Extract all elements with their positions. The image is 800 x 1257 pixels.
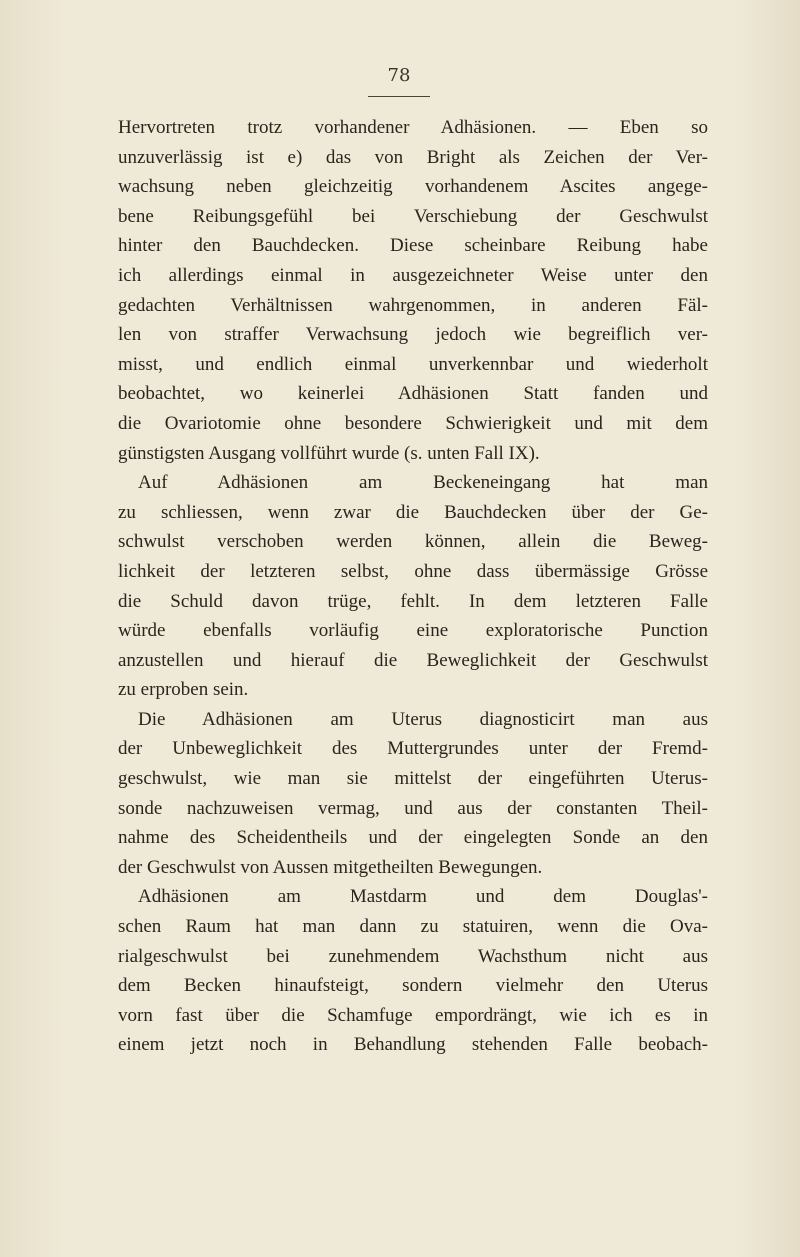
text-line: ich allerdings einmal in ausgezeichneter Weise unter den <box>118 264 708 286</box>
text-line: die Ovariotomie ohne besondere Schwierigkeit und mit dem <box>118 412 708 434</box>
text-line: die Schuld davon trüge, fehlt. In dem letzteren Falle <box>118 590 708 612</box>
header-rule <box>368 96 430 97</box>
text-line: der Unbeweglichkeit des Muttergrundes unter der Fremd- <box>118 738 708 760</box>
text-line-paragraph-start: Adhäsionen am Mastdarm und dem Douglas'- <box>138 886 708 908</box>
text-line: dem Becken hinaufsteigt, sondern vielmehr den Uterus <box>118 975 708 997</box>
text-line: günstigsten Ausgang vollführt wurde (s. unten Fall IX). <box>118 442 540 464</box>
text-line: beobachtet, wo keinerlei Adhäsionen Statt fanden und <box>118 383 708 405</box>
text-line: vorn fast über die Schamfuge empordrängt, wie ich es in <box>118 1004 708 1026</box>
text-line: würde ebenfalls vorläufig eine exploratorische Punction <box>118 620 708 642</box>
text-line: bene Reibungsgefühl bei Verschiebung der Geschwulst <box>118 205 708 227</box>
text-line: anzustellen und hierauf die Beweglichkeit der Geschwulst <box>118 649 708 671</box>
body-text <box>118 113 708 1060</box>
page-number: 78 <box>387 65 411 86</box>
text-line: nahme des Scheidentheils und der eingelegten Sonde an den <box>118 827 708 849</box>
text-line: einem jetzt noch in Behandlung stehenden Falle beobach- <box>118 1034 708 1056</box>
text-line: gedachten Verhältnissen wahrgenommen, in anderen Fäl- <box>118 294 708 316</box>
text-line: hinter den Bauchdecken. Diese scheinbare Reibung habe <box>118 235 708 257</box>
text-line-paragraph-start: Die Adhäsionen am Uterus diagnosticirt man aus <box>138 708 708 730</box>
text-line: len von straffer Verwachsung jedoch wie begreiflich ver- <box>118 324 708 346</box>
text-line: zu erproben sein. <box>118 679 249 701</box>
text-line: schen Raum hat man dann zu statuiren, wenn die Ova- <box>118 916 708 938</box>
text-line: unzuverlässig ist e) das von Bright als Zeichen der Ver- <box>118 146 708 168</box>
text-line: zu schliessen, wenn zwar die Bauchdecken über der Ge- <box>118 501 708 523</box>
text-line: misst, und endlich einmal unverkennbar und wiederholt <box>118 353 708 375</box>
text-line: schwulst verschoben werden können, allein die Beweg- <box>118 531 708 553</box>
text-line-paragraph-start: Auf Adhäsionen am Beckeneingang hat man <box>138 472 708 494</box>
text-line: sonde nachzuweisen vermag, und aus der constanten Theil- <box>118 797 708 819</box>
text-line: lichkeit der letzteren selbst, ohne dass übermässige Grösse <box>118 560 708 582</box>
text-line: der Geschwulst von Aussen mitgetheilten Bewegungen. <box>118 856 543 878</box>
text-line: rialgeschwulst bei zunehmendem Wachsthum nicht aus <box>118 945 708 967</box>
text-line: wachsung neben gleichzeitig vorhandenem Ascites angege- <box>118 176 708 198</box>
text-line: Hervortreten trotz vorhandener Adhäsionen. — Eben so <box>118 117 708 138</box>
text-line: geschwulst, wie man sie mittelst der eingeführten Uterus- <box>118 768 708 790</box>
